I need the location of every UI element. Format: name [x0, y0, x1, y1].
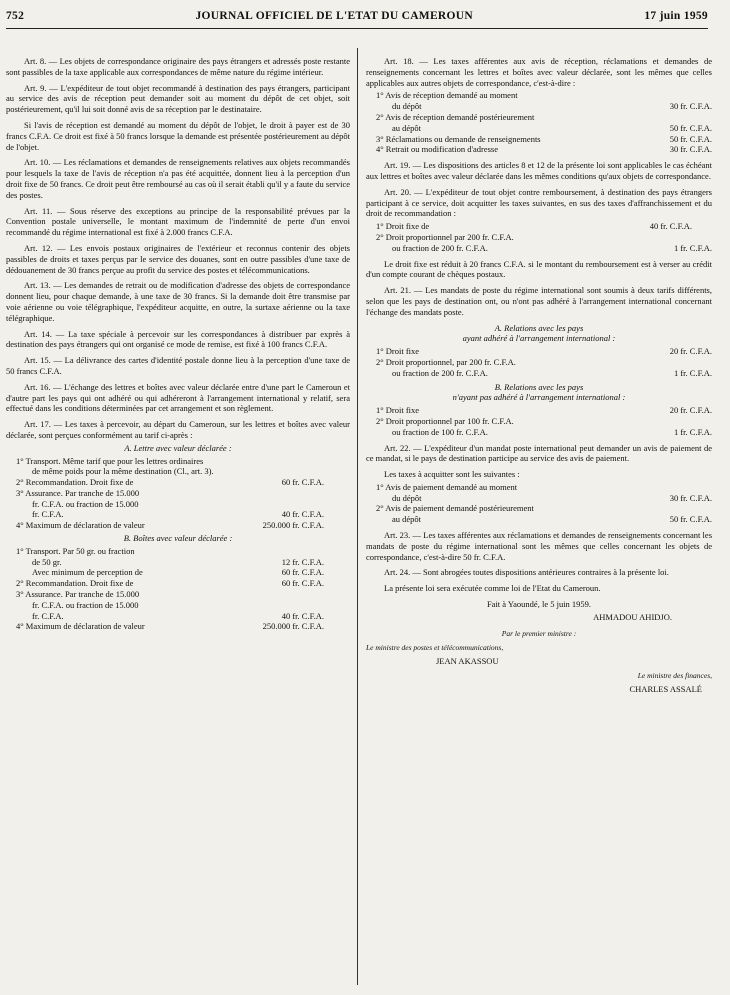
tariff-row	[366, 427, 712, 438]
tariff-row	[366, 405, 712, 416]
tariff-label: 1° Avis de réception demandé au moment	[376, 90, 518, 101]
article-24: Art. 24. — Sont abrogées toutes dispositions antérieures contraires à la présente loi.	[384, 567, 669, 578]
tariff-value: 20 fr. C.F.A.	[669, 346, 712, 357]
tariff-value: 1 fr. C.F.A.	[673, 426, 712, 437]
tariff-label: ou fraction de 200 fr. C.F.A.	[392, 367, 488, 378]
tariff-row	[6, 499, 350, 510]
tariff-row	[6, 466, 350, 477]
tariff-label: 1° Avis de paiement demandé au moment	[376, 481, 518, 492]
tariff-label: ou fraction de 100 fr. C.F.A.	[392, 426, 488, 437]
tariff-row	[6, 546, 350, 557]
article-19: Art. 19. — Les dispositions des articles 8 et 12 de la présente loi sont applicables le cas échéant aux lettres et boîtes avec valeur déclarée dans les mêmes conditions qu'aux objets de correspondance.	[366, 160, 712, 181]
article-23: Art. 23. — Les taxes afférentes aux réclamations et demandes de renseignements concernant les mandats de poste du régime international sont les mêmes que celles concernant les objets de correspondance, c'est-à-dire 50 fr. C.F.A.	[366, 530, 712, 562]
article-13: Art. 13. — Les demandes de retrait ou de modification d'adresse des objets de correspondance donnent lieu, pour chaque demande, à une taxe de 30 francs. Si la demande doit être transmise par voie aérienne ou voie télégraphique, l'expéditeur acquitte, en outre, la surtaxe aérienne ou la taxe télégraphique.	[6, 280, 350, 323]
tariff-row	[366, 101, 712, 112]
tariff-label: du dépôt	[392, 101, 422, 112]
tariff-row	[366, 221, 712, 232]
minister-posts-title: Le ministre des postes et télécommunications,	[366, 643, 504, 653]
tariff-row	[366, 123, 712, 134]
by-prime-minister: Par le premier ministre :	[501, 628, 577, 638]
article-8: Art. 8. — Les objets de correspondance originaire des pays étrangers et adressés poste restante sont passibles de la taxe applicable aux correspondances de même nature du régime intérieur.	[6, 56, 350, 77]
relations-b-subheading: n'ayant pas adhéré à l'arrangement international :	[452, 392, 626, 403]
tariff-row	[366, 243, 712, 254]
tariff-label: 2° Recommandation. Droit fixe de	[16, 477, 134, 488]
tariff-value: 12 fr. C.F.A.	[281, 556, 324, 567]
tariff-label: Avec minimum de perception de	[32, 567, 143, 578]
tariff-label: 2° Recommandation. Droit fixe de	[16, 578, 134, 589]
tariff-row	[6, 611, 350, 622]
tariff-label: 3° Réclamations ou demande de renseignements	[376, 133, 541, 144]
tariff-value: 40 fr. C.F.A.	[281, 610, 324, 621]
tariff-label: 1° Transport. Même tarif que pour les lettres ordinaires	[16, 455, 204, 466]
tariff-value: 50 fr. C.F.A.	[669, 133, 712, 144]
signatory-finance-minister: CHARLES ASSALÉ	[629, 683, 702, 694]
tariff-row	[366, 112, 712, 123]
tariff-row	[366, 514, 712, 525]
tariff-value: 40 fr. C.F.A.	[649, 221, 692, 232]
section-a-heading: A. Lettre avec valeur déclarée :	[124, 442, 232, 453]
tariff-row	[6, 520, 350, 531]
tariff-value: 20 fr. C.F.A.	[669, 405, 712, 416]
tariff-label: au dépôt	[392, 122, 422, 133]
tariff-row	[6, 456, 350, 467]
page-header	[6, 4, 708, 29]
article-15: Art. 15. — La délivrance des cartes d'identité postale donne lieu à la perception d'une taxe de 50 francs C.F.A.	[6, 355, 350, 376]
tariff-label: 4° Retrait ou modification d'adresse	[376, 144, 499, 155]
article-18: Art. 18. — Les taxes afférentes aux avis de réception, réclamations et demandes de renseignements concernant les lettres et boîtes avec valeur déclarée, sont les mêmes que celles applicables aux autres objets de correspondance, c'est-à-dire :	[366, 56, 712, 88]
tariff-label: fr. C.F.A. ou fraction de 15.000	[32, 599, 139, 610]
right-column	[366, 56, 712, 989]
article-14: Art. 14. — La taxe spéciale à percevoir sur les correspondances à distribuer par exprès à destination des pays étrangers qui ont organisé ce mode de remise, est fixé à 100 francs C.F.A.	[6, 328, 350, 350]
tariff-label: 2° Droit proportionnel, par 200 fr. C.F.A.	[376, 356, 516, 367]
tariff-value: 60 fr. C.F.A.	[281, 477, 324, 488]
tariff-label: fr. C.F.A.	[32, 610, 64, 621]
journal-title: JOURNAL OFFICIEL DE L'ETAT DU CAMEROUN	[195, 10, 473, 22]
tariff-row	[366, 368, 712, 379]
tariff-row	[366, 357, 712, 368]
tariff-row	[6, 578, 350, 589]
article-12: Art. 12. — Les envois postaux originaires de l'extérieur et reconnus contenir des objets passibles de droits et taxes perçus par le service des douanes, sont en outre passibles d'une taxe de dédouanement de 30 francs perçue au profit du service des postes et télécommunications.	[6, 242, 350, 275]
signatory-posts-minister: JEAN AKASSOU	[436, 656, 499, 667]
tariff-row	[6, 477, 350, 488]
closing-statement: La présente loi sera exécutée comme loi de l'Etat du Cameroun.	[384, 583, 601, 594]
tariff-row	[366, 493, 712, 504]
tariff-label: fr. C.F.A. ou fraction de 15.000	[32, 498, 139, 509]
tariff-label: 2° Avis de paiement demandé postérieurement	[376, 503, 534, 514]
tariff-label: du dépôt	[392, 492, 422, 503]
tariff-value: 60 fr. C.F.A.	[281, 578, 324, 589]
article-9: Art. 9. — L'expéditeur de tout objet recommandé à destination des pays étrangers, participant au service des avis de réception peut demander soit au moment du dépôt de cet objet, soit postérieurement, qu'il lui soit donné avis de sa réception par le destinataire.	[6, 82, 350, 115]
tariff-row	[366, 346, 712, 357]
tariff-row	[366, 416, 712, 427]
tariff-row	[6, 557, 350, 568]
tariff-label: 4° Maximum de déclaration de valeur	[16, 520, 145, 531]
article-22: Art. 22. — L'expéditeur d'un mandat poste international peut demander un avis de paiement de ce mandat, si le pays de destination participe au service des avis de paiement.	[366, 442, 712, 464]
tariff-value: 50 fr. C.F.A.	[669, 514, 712, 525]
tariff-row	[6, 621, 350, 632]
article-9-continued: Si l'avis de réception est demandé au moment du dépôt de l'objet, le droit à payer est de 30 francs C.F.A. Ce droit est fixé à 50 francs lorsque la demande est présentée postérieurement au dépôt de l'objet.	[6, 119, 350, 152]
article-20: Art. 20. — L'expéditeur de tout objet contre remboursement, à destination des pays étrangers participant à ce service, doit acquitter les taxes suivantes, en sus des taxes d'affranchissement et du droit de recommandation :	[366, 186, 712, 219]
tariff-label: 2° Avis de réception demandé postérieurement	[376, 111, 535, 122]
tariff-value: 30 fr. C.F.A.	[669, 144, 712, 155]
tariff-label: au dépôt	[392, 514, 422, 525]
column-divider	[357, 48, 358, 985]
tariff-value: 250.000 fr. C.F.A.	[262, 621, 324, 632]
tariff-value: 250.000 fr. C.F.A.	[262, 520, 324, 531]
tariff-row	[6, 488, 350, 499]
tariff-label: fr. C.F.A.	[32, 509, 64, 520]
tariff-label: 3° Assurance. Par tranche de 15.000	[16, 487, 140, 498]
tariff-row	[366, 134, 712, 145]
tariff-row	[6, 589, 350, 600]
tariff-row	[366, 482, 712, 493]
tariff-label: 1° Droit fixe	[376, 346, 420, 357]
page-number: 752	[6, 10, 25, 22]
tariff-row	[366, 90, 712, 101]
article-11: Art. 11. — Sous réserve des exceptions au principe de la responsabilité prévues par la Convention postale universelle, le montant maximum de l'indemnité de perte d'un envoi recommandé du régime international est fixé à 2.000 francs C.F.A.	[6, 205, 350, 238]
issue-date: 17 juin 1959	[644, 10, 708, 22]
article-22-continued: Les taxes à acquitter sont les suivantes :	[384, 469, 520, 480]
article-17: Art. 17. — Les taxes à percevoir, au départ du Cameroun, sur les lettres et boîtes avec valeur déclarée, sont perçues conformément au tarif ci-après :	[6, 419, 350, 440]
tariff-label: 1° Droit fixe	[376, 405, 420, 416]
tariff-label: 2° Droit proportionnel par 100 fr. C.F.A.	[376, 415, 514, 426]
article-21: Art. 21. — Les mandats de poste du régime international sont soumis à deux tarifs différents, selon que les pays de destination ont, ou n'ont pas adhéré à l'arrangement international concernant l'échange des mandats poste.	[366, 285, 712, 317]
tariff-value: 40 fr. C.F.A.	[281, 509, 324, 520]
tariff-label: 4° Maximum de déclaration de valeur	[16, 621, 145, 632]
tariff-row	[6, 509, 350, 520]
relations-a-subheading: ayant adhéré à l'arrangement international :	[462, 333, 616, 344]
article-10: Art. 10. — Les réclamations et demandes de renseignements relatives aux objets recommandés pour lesquels la taxe de l'avis de réception n'a pas été acquittée, donnent lieu à la perception d'un droit fixe de 50 francs. Ce droit peut être remboursé au cas où il serait établi qu'il y a faute du service des postes.	[6, 157, 350, 200]
signatory-president: AHMADOU AHIDJO.	[593, 611, 672, 622]
done-at: Fait à Yaoundé, le 5 juin 1959.	[486, 599, 592, 610]
left-column	[6, 56, 350, 989]
article-16: Art. 16. — L'échange des lettres et boîtes avec valeur déclarée entre d'une part le Cameroun et d'autre part les pays qui ont adhéré ou qui adhéreront à l'arrangement international y relatif, sera effectué dans les conditions déterminées par cet arrangement et son règlement.	[6, 381, 350, 414]
tariff-label: ou fraction de 200 fr. C.F.A.	[392, 242, 488, 253]
tariff-row	[366, 144, 712, 155]
tariff-value: 60 fr. C.F.A.	[281, 567, 324, 578]
minister-finance-title: Le ministre des finances,	[637, 671, 712, 681]
tariff-value: 50 fr. C.F.A.	[669, 122, 712, 133]
article-20-continued: Le droit fixe est réduit à 20 francs C.F.A. si le montant du remboursement est à verser au crédit d'un compte courant de chèques postaux.	[366, 258, 712, 280]
tariff-row	[366, 232, 712, 243]
tariff-value: 1 fr. C.F.A.	[673, 242, 712, 253]
tariff-label: 2° Droit proportionnel par 200 fr. C.F.A.	[376, 231, 514, 242]
tariff-label: 1° Transport. Par 50 gr. ou fraction	[16, 545, 135, 556]
section-b-heading: B. Boîtes avec valeur déclarée :	[123, 533, 233, 544]
tariff-label: 3° Assurance. Par tranche de 15.000	[16, 589, 140, 600]
relations-b-heading: B. Relations avec les pays	[494, 381, 584, 392]
tariff-label: de même poids pour la même destination (Cl., art. 3).	[32, 466, 214, 477]
tariff-row	[6, 600, 350, 611]
tariff-row	[366, 503, 712, 514]
tariff-value: 1 fr. C.F.A.	[673, 367, 712, 378]
tariff-row	[6, 567, 350, 578]
tariff-value: 30 fr. C.F.A.	[669, 492, 712, 503]
tariff-label: de 50 gr.	[32, 556, 62, 567]
tariff-value: 30 fr. C.F.A.	[669, 101, 712, 112]
relations-a-heading: A. Relations avec les pays	[494, 322, 584, 333]
tariff-label: 1° Droit fixe de	[376, 221, 430, 232]
